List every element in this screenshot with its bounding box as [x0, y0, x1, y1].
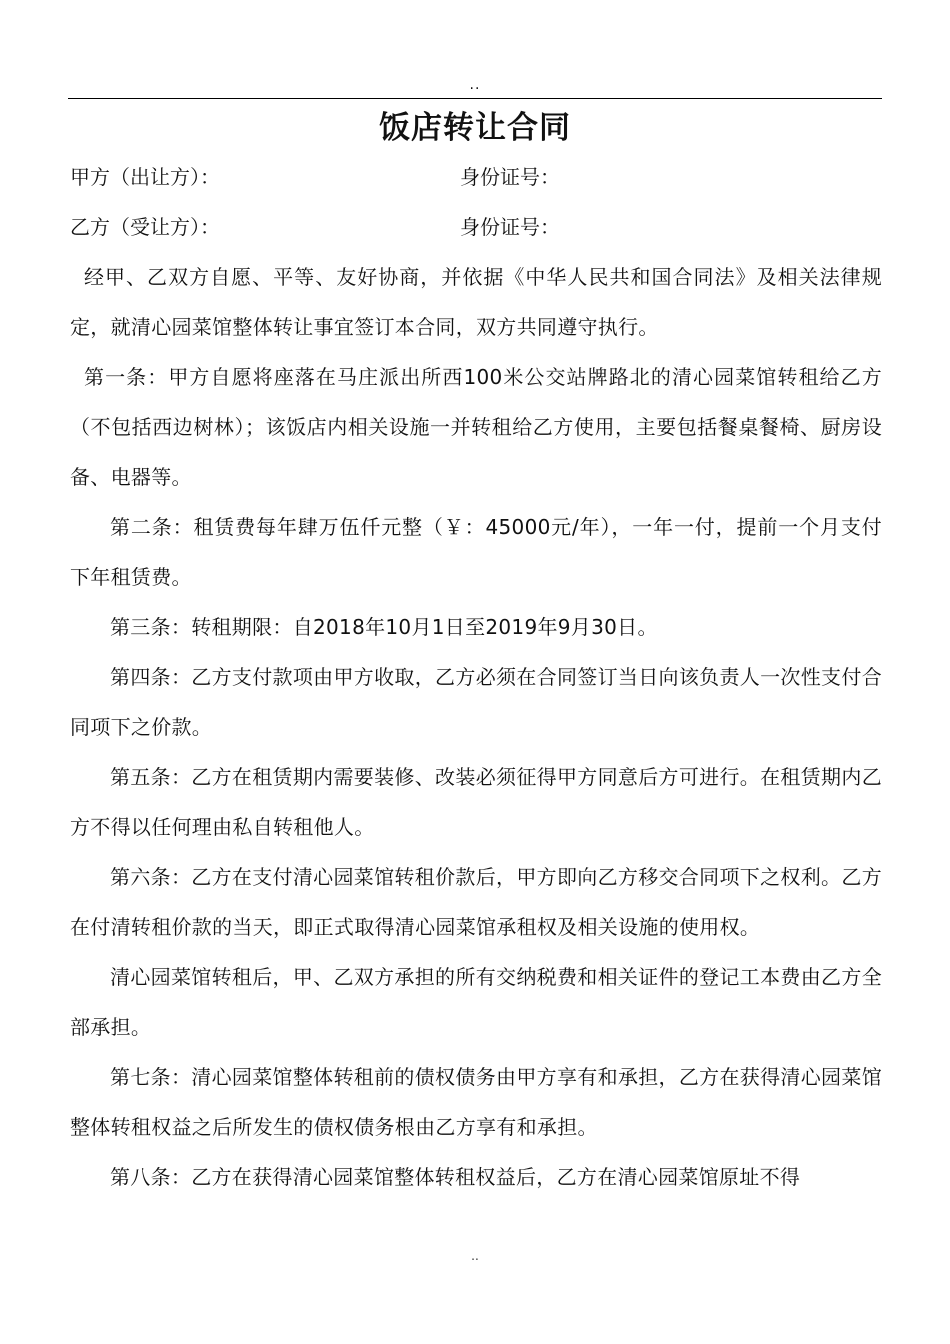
party-b-id-label: 身份证号：: [460, 215, 560, 239]
party-b-row: [70, 212, 882, 242]
article-4-paragraph: 第四条：乙方支付款项由甲方收取，乙方必须在合同签订当日向该负责人一次性支付合同项下之价款。: [70, 665, 882, 739]
document-title: 饭店转让合同: [379, 110, 571, 146]
header-mark: ..: [469, 77, 481, 93]
preamble-paragraph: 经甲、乙双方自愿、平等、友好协商，并依据《中华人民共和国合同法》及相关法律规定，就清心园菜馆整体转让事宜签订本合同，双方共同遵守执行。: [70, 265, 882, 339]
contract-body: [70, 252, 882, 1202]
party-a-id-label: 身份证号：: [460, 165, 560, 189]
article-7-paragraph: 第七条：清心园菜馆整体转租前的债权债务由甲方享有和承担，乙方在获得清心园菜馆整体转租权益之后所发生的债权债务根由乙方享有和承担。: [70, 1065, 882, 1139]
article-3-paragraph: 第三条：转租期限：自2018年10月1日至2019年9月30日。: [110, 615, 658, 639]
article-6-paragraph: 第六条：乙方在支付清心园菜馆转租价款后，甲方即向乙方移交合同项下之权利。乙方在付清转租价款的当天，即正式取得清心园菜馆承租权及相关设施的使用权。: [70, 865, 882, 939]
article-5-paragraph: 第五条：乙方在租赁期内需要装修、改装必须征得甲方同意后方可进行。在租赁期内乙方不得以任何理由私自转租他人。: [70, 765, 882, 839]
party-b-label: 乙方（受让方）：: [70, 215, 220, 239]
article-1-paragraph: 第一条：甲方自愿将座落在马庄派出所西100米公交站牌路北的清心园菜馆转租给乙方（不包括西边树林）；该饭店内相关设施一并转租给乙方使用，主要包括餐桌餐椅、厨房设备、电器等。: [70, 365, 882, 489]
footer-mark: ..: [471, 1249, 479, 1263]
party-a-label: 甲方（出让方）：: [70, 165, 220, 189]
article-8-paragraph: 第八条：乙方在获得清心园菜馆整体转租权益后，乙方在清心园菜馆原址不得: [110, 1165, 801, 1189]
party-a-row: [70, 162, 882, 192]
header-divider: [68, 98, 882, 99]
article-2-paragraph: 第二条：租赁费每年肆万伍仟元整（￥：45000元/年），一年一付，提前一个月支付下年租赁费。: [70, 515, 882, 589]
article-6-tax-paragraph: 清心园菜馆转租后，甲、乙双方承担的所有交纳税费和相关证件的登记工本费由乙方全部承担。: [70, 965, 882, 1039]
